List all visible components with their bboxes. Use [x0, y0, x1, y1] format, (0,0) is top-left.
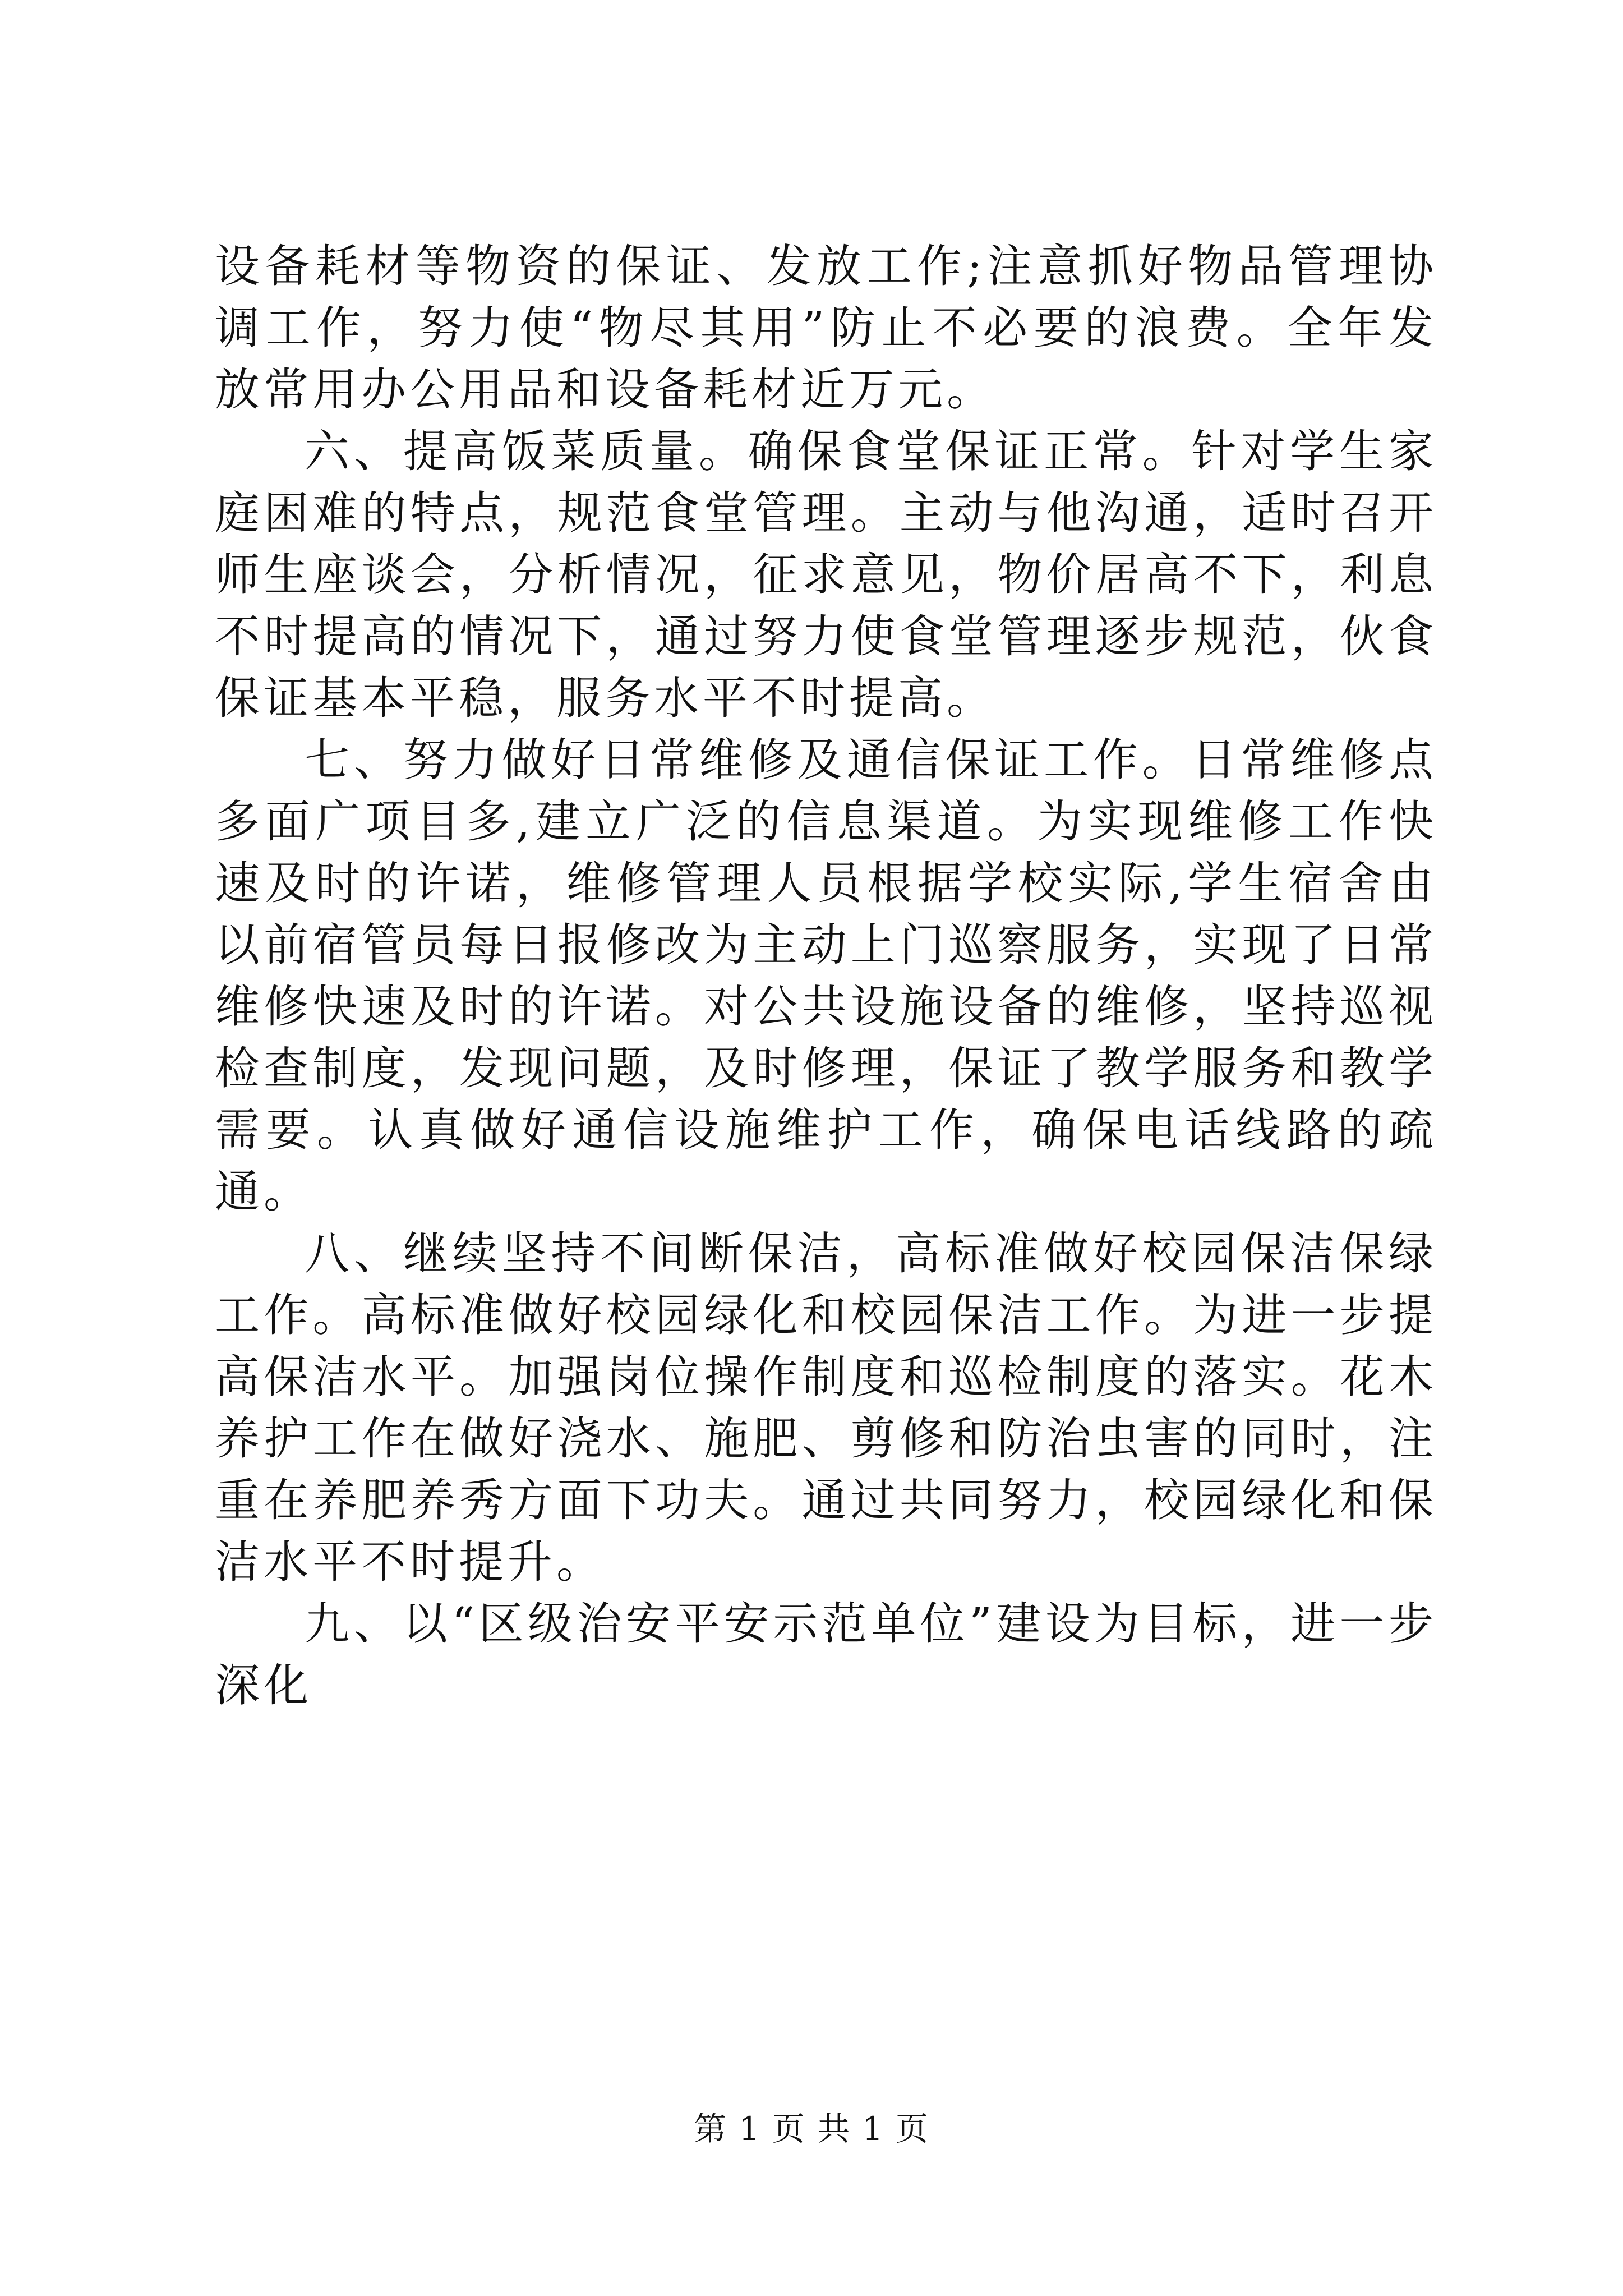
paragraph-section-six: 六、提高饭菜质量。确保食堂保证正常。针对学生家庭困难的特点，规范食堂管理。主动与他沟通，适时召开师生座谈会，分析情况，征求意见，物价居高不下，利息不时提高的情况下，通过努力使食堂管理逐步规范，伙食保证基本平稳，服务水平不时提高。 [215, 425, 1437, 724]
paragraph-continuation: 设备耗材等物资的保证、发放工作;注意抓好物品管理协调工作，努力使“物尽其用”防止不必要的浪费。全年发放常用办公用品和设备耗材近万元。 [215, 240, 1437, 416]
paragraph-section-eight: 八、继续坚持不间断保洁，高标准做好校园保洁保绿工作。高标准做好校园绿化和校园保洁工作。为进一步提高保洁水平。加强岗位操作制度和巡检制度的落实。花木养护工作在做好浇水、施肥、剪修和防治虫害的同时，注重在养肥养秀方面下功夫。通过共同努力，校园绿化和保洁水平不时提升。 [215, 1227, 1437, 1588]
paragraph-section-nine: 九、以“区级治安平安示范单位”建设为目标，进一步深化 [215, 1598, 1437, 1711]
page-footer: 第 1 页 共 1 页 [694, 2110, 929, 2148]
paragraph-section-seven: 七、努力做好日常维修及通信保证工作。日常维修点多面广项目多,建立广泛的信息渠道。为实现维修工作快速及时的许诺，维修管理人员根据学校实际,学生宿舍由以前宿管员每日报修改为主动上门巡察服务，实现了日常维修快速及时的许诺。对公共设施设备的维修，坚持巡视检查制度，发现问题，及时修理，保证了教学服务和教学需要。认真做好通信设施维护工作，确保电话线路的疏通。 [215, 734, 1437, 1218]
document-body [215, 236, 1437, 1717]
